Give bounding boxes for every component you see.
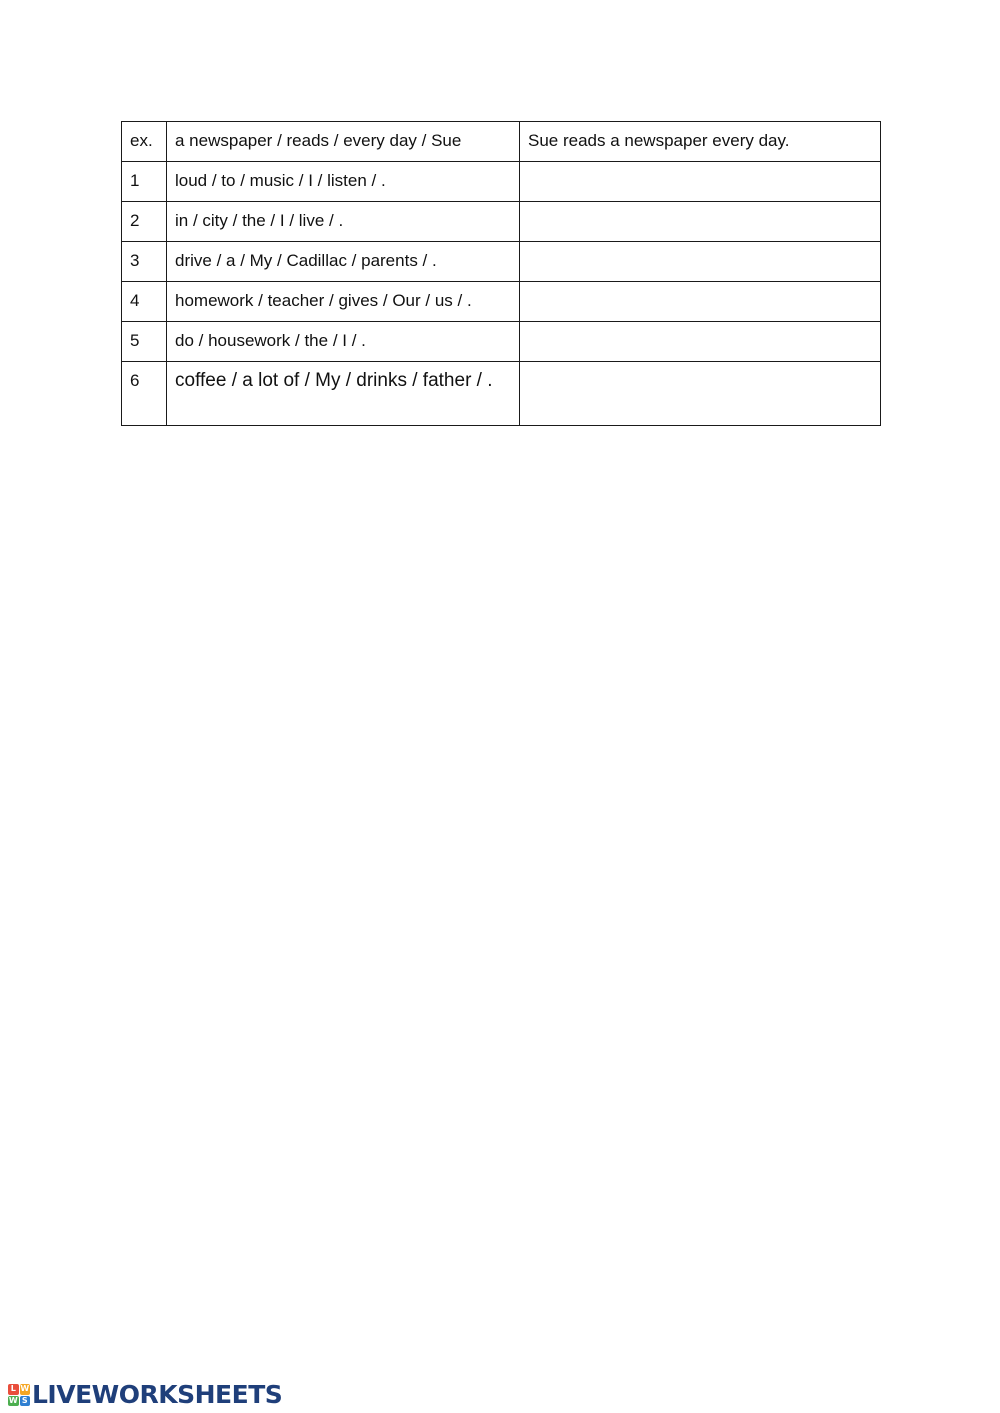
logo-block: S xyxy=(20,1396,31,1407)
word-prompt: in / city / the / I / live / . xyxy=(167,202,520,242)
answer-input-1[interactable] xyxy=(528,171,872,191)
row-number: 2 xyxy=(122,202,167,242)
answer-input-3[interactable] xyxy=(528,251,872,271)
answer-input-6[interactable] xyxy=(528,371,872,391)
logo-wordmark: LIVEWORKSHEETS xyxy=(32,1380,283,1409)
word-prompt: do / housework / the / I / . xyxy=(167,322,520,362)
answer-cell[interactable] xyxy=(520,362,881,426)
answer-input-2[interactable] xyxy=(528,211,872,231)
table-row-example xyxy=(122,122,881,162)
answer-cell[interactable] xyxy=(520,282,881,322)
answer-cell[interactable] xyxy=(520,322,881,362)
logo-block: W xyxy=(8,1395,18,1405)
word-prompt: loud / to / music / I / listen / . xyxy=(167,162,520,202)
table-row xyxy=(122,242,881,282)
logo-blocks-icon xyxy=(8,1384,30,1406)
answer-input-4[interactable] xyxy=(528,291,872,311)
table-row xyxy=(122,202,881,242)
exercise-table xyxy=(121,121,881,426)
liveworksheets-logo xyxy=(8,1382,282,1408)
row-number: ex. xyxy=(122,122,167,162)
answer-cell[interactable] xyxy=(520,242,881,282)
table-row xyxy=(122,162,881,202)
word-prompt: homework / teacher / gives / Our / us / . xyxy=(167,282,520,322)
row-number: 6 xyxy=(122,362,167,426)
answer-input-5[interactable] xyxy=(528,331,872,351)
row-number: 1 xyxy=(122,162,167,202)
table-row xyxy=(122,362,881,426)
table-row xyxy=(122,322,881,362)
word-prompt: coffee / a lot of / My / drinks / father / . xyxy=(167,362,520,426)
logo-block: L xyxy=(8,1384,19,1395)
answer-cell[interactable] xyxy=(520,162,881,202)
example-answer: Sue reads a newspaper every day. xyxy=(520,122,881,162)
table-row xyxy=(122,282,881,322)
logo-block: W xyxy=(20,1384,30,1393)
answer-cell[interactable] xyxy=(520,202,881,242)
row-number: 3 xyxy=(122,242,167,282)
word-prompt: a newspaper / reads / every day / Sue xyxy=(167,122,520,162)
row-number: 5 xyxy=(122,322,167,362)
row-number: 4 xyxy=(122,282,167,322)
word-prompt: drive / a / My / Cadillac / parents / . xyxy=(167,242,520,282)
